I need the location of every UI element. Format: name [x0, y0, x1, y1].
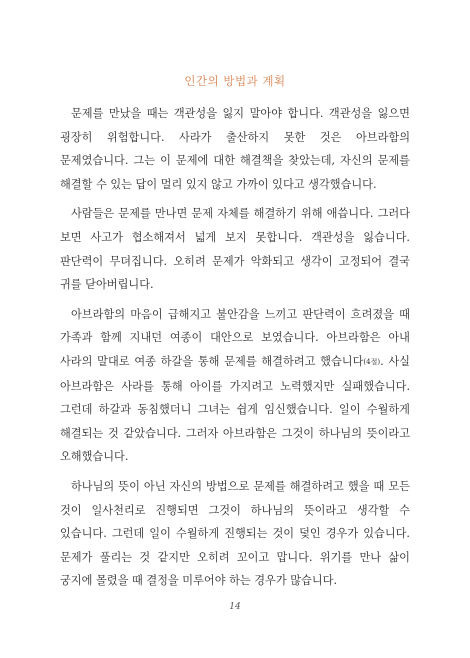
body-text [60, 102, 410, 599]
paragraph-2: 사람들은 문제를 만나면 문제 자체를 해결하기 위해 애씁니다. 그러다 보면 사고가 협소해져서 넓게 보지 못합니다. 객관성을 잃습니다. 판단력이 무뎌집니다. 오히려 문제가 악화되고 생각이 고정되어 결국 귀를 닫아버립니다. [60, 207, 410, 292]
paragraph-4: 하나님의 뜻이 아닌 자신의 방법으로 문제를 해결하려고 했을 때 모든 것이 일사천리로 진행되면 그것이 하나님의 뜻이라고 생각할 수 있습니다. 그런데 일이 수월하게 진행되는 것이 덫인 경우가 있습니다. 문제가 풀리는 것 같지만 오히려 꼬이고 맙니다. 위기를 만나 삶이 궁지에 몰렸을 때 결정을 미루어야 하는 경우가 많습니다. [60, 479, 410, 588]
paragraph-3-text-before: 아브라함의 마음이 급해지고 불안감을 느끼고 판단력이 흐려졌을 때 가족과 함께 지내던 여종이 대안으로 보였습니다. 아브라함은 아내 사라의 말대로 여종 하갈을 통해 문제를 해결하려고 했습니다 [60, 307, 410, 368]
paragraph-3-text-after: . 사실 아브라함은 사라를 통해 아이를 가지려고 노력했지만 실패했습니다. 그런데 하갈과 동침했더니 그녀는 쉽게 임신했습니다. 일이 수월하게 해결되는 것 같았습니다. 그러자 아브라함은 그것이 하나님의 뜻이라고 오해했습니다. [60, 354, 410, 464]
verse-reference: (4절) [363, 357, 381, 366]
page-number: 14 [229, 602, 241, 612]
page-title: 인간의 방법과 계획 [184, 74, 286, 88]
paragraph-3 [60, 303, 410, 469]
paragraph-1: 문제를 만났을 때는 객관성을 잃지 말아야 합니다. 객관성을 잃으면 굉장히 위험합니다. 사라가 출산하지 못한 것은 아브라함의 문제였습니다. 그는 이 문제에 대한 해결책을 찾았는데, 자신의 문제를 해결할 수 있는 답이 멀리 있지 않고 가까이 있다고 생각했습니다. [60, 107, 410, 191]
